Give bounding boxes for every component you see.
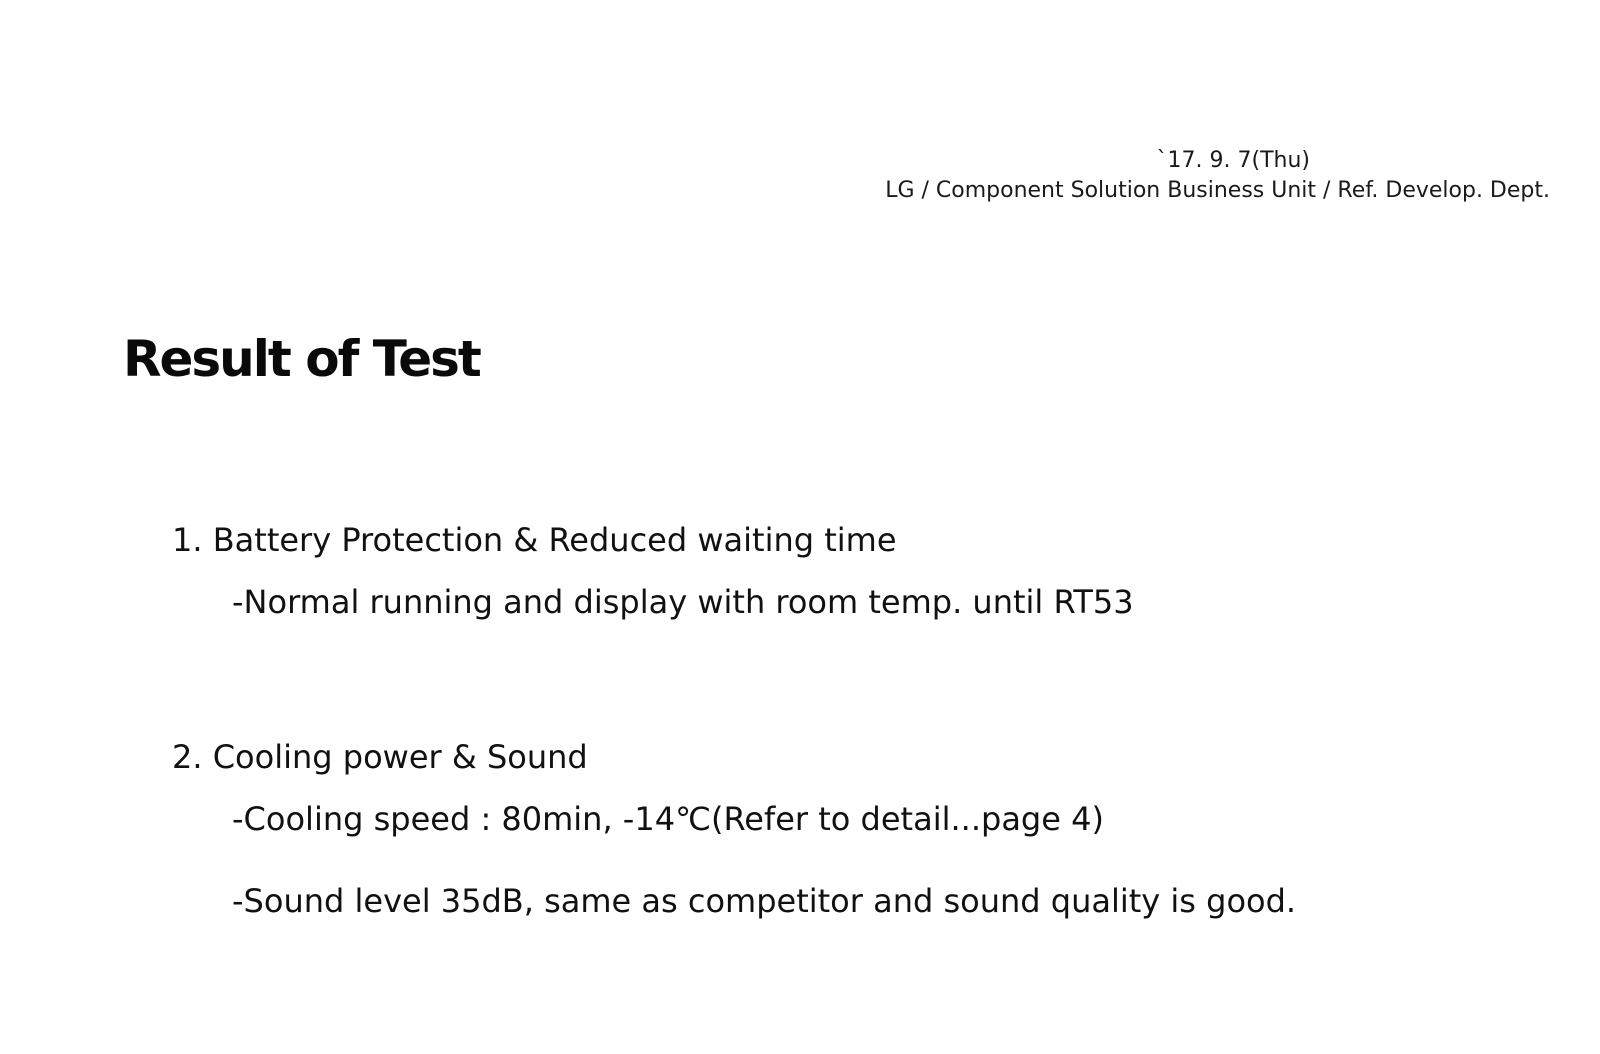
section-heading: 1. Battery Protection & Reduced waiting time — [172, 521, 897, 559]
organization-line: LG / Component Solution Business Unit / Ref. Develop. Dept. — [885, 178, 1550, 203]
section-point: -Sound level 35dB, same as competitor and sound quality is good. — [232, 882, 1297, 920]
section-point: -Normal running and display with room temp. until RT53 — [232, 583, 1134, 621]
section-point: -Cooling speed : 80min, -14℃(Refer to detail...page 4) — [232, 800, 1104, 838]
page-title: Result of Test — [123, 330, 480, 388]
section-heading: 2. Cooling power & Sound — [172, 738, 588, 776]
document-header — [885, 146, 1550, 206]
section-cooling-power — [172, 737, 1296, 921]
document-date: `17. 9. 7(Thu) — [1156, 148, 1310, 173]
section-battery-protection — [172, 520, 1134, 622]
